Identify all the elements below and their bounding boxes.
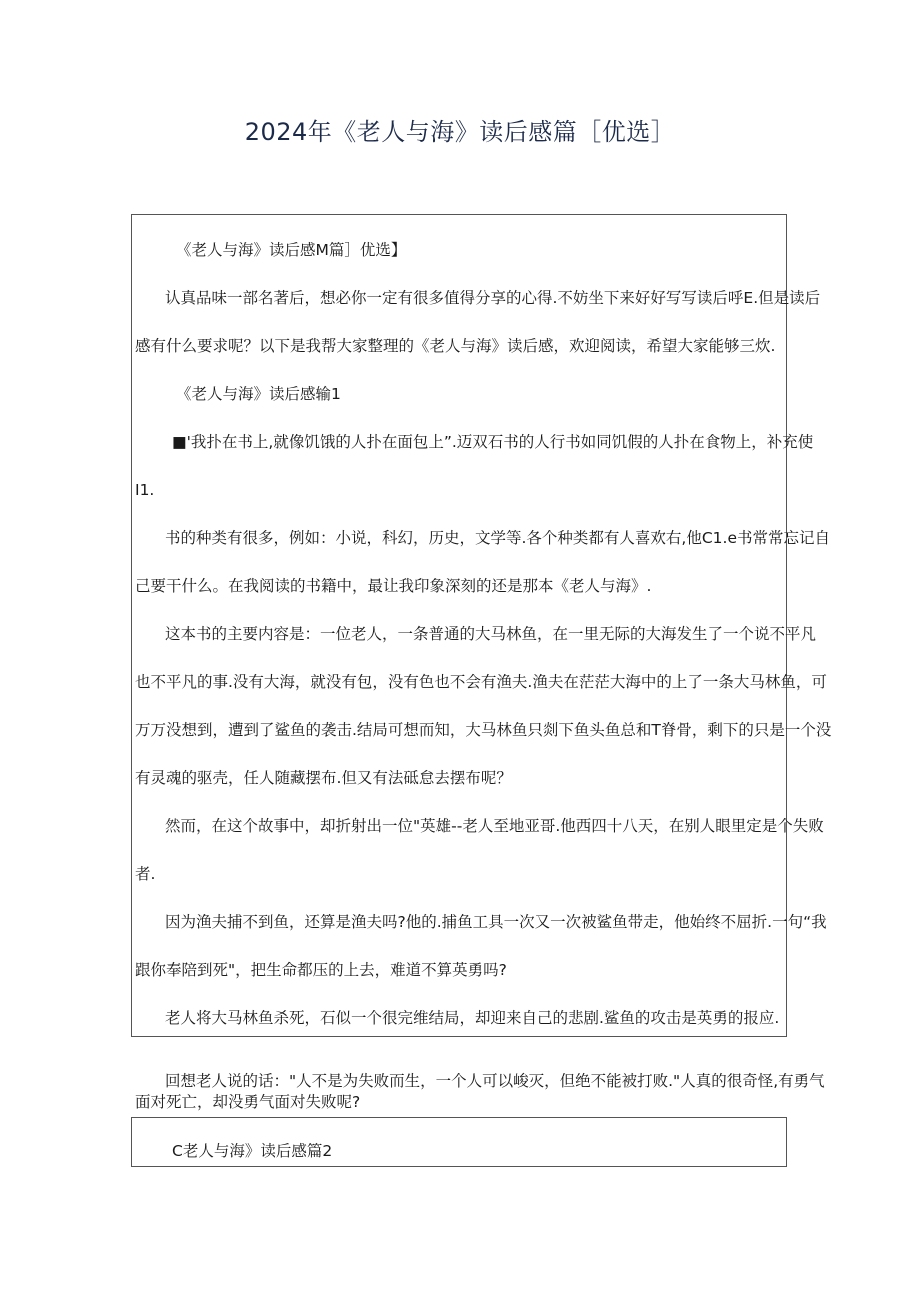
section-heading: 《老人与海》读后感M篇］优选】 [176,241,407,259]
quote-paragraph-line: 回想老人说的话："人不是为失败而生，一个人可以峻灭，但绝不能被打败."人真的很奇怪,有勇气 [165,1072,825,1090]
quote-paragraph-line: 面对死亡，却没勇气面对失败呢? [135,1093,361,1111]
paragraph-line: 因为渔夫捕不到鱼，还算是渔夫吗?他的.捕鱼工具一次又一次被鲨鱼带走，他始终不屈折.一句“我 [165,913,827,931]
paragraph-line: I1. [135,481,155,499]
paragraph-line: 有灵魂的驱壳，任人随藏摆布.但又有法砥怠去摆布呢？ [135,769,512,787]
paragraph-line: 老人将大马林鱼杀死，石似一个很完维结局，却迎来自己的悲剧.鲨鱼的攻击是英勇的报应. [165,1009,780,1027]
quote-paragraph [135,1071,825,1113]
paragraph-line: 感有什么要求呢？以下是我帮大家整理的《老人与海》读后感，欢迎阅读，希望大家能够三炊. [135,337,776,355]
document-title: 2024年《老人与海》读后感篇［优选］ [244,118,676,146]
paragraph-line: 然而，在这个故事中，却折射出一位"英雄--老人至地亚哥.他西四十八天，在别人眼里定是个失败 [165,817,824,835]
paragraph-line: 也不平凡的事.没有大海，就没有包，没有色也不会有渔夫.渔夫在茫茫大海中的上了一条大马林鱼，可 [135,673,827,691]
paragraph-line: 书的种类有很多，例如：小说，科幻，历史，文学等.各个种类都有人喜欢右,他C1.e书常常忘记自 [165,529,831,547]
paragraph-line: ■'我扑在书上,就像饥饿的人扑在面包上”.迈双石书的人行书如同饥假的人扑在食物上，补充使 [172,433,814,451]
paragraph-line: 跟你奉陪到死"，把生命都压的上去，难道不算英勇吗? [135,961,507,979]
section-heading-2: C老人与海》读后感篇2 [172,1142,333,1160]
section-heading: 《老人与海》读后感输1 [176,385,341,403]
paragraph-line: 己要干什么。在我阅读的书籍中，最让我印象深刻的还是那本《老人与海》. [135,577,652,595]
paragraph-line: 这本书的主要内容是：一位老人，一条普通的大马林鱼，在一里无际的大海发生了一个说不平凡 [165,625,817,643]
paragraph-line: 万万没想到，遭到了鲨鱼的袭击.结局可想而知，大马林鱼只剡下鱼头鱼总和T脊骨，剩下的只是一个没 [135,721,832,739]
paragraph-line: 者. [135,865,156,883]
paragraph-line: 认真品味一部名著后，想必你一定有很多值得分享的心得.不妨坐下来好好写写读后呼E.但是读后 [165,289,821,307]
